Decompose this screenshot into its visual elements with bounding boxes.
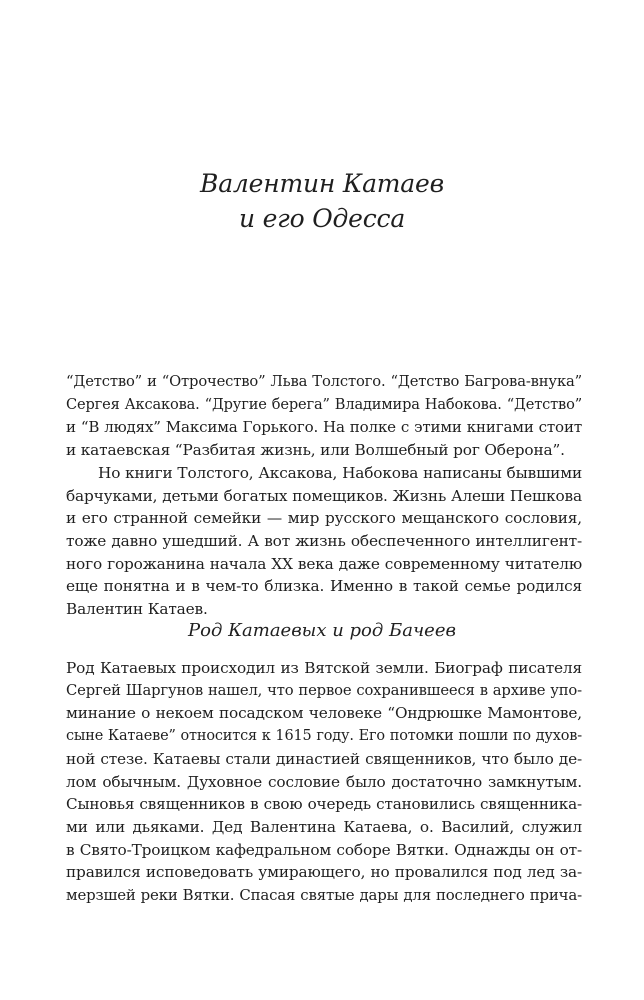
text-line: ного горожанина начала XX века даже современному читателю <box>66 554 582 573</box>
section-body-text <box>66 657 582 907</box>
text-line: Сергея Аксакова. “Другие берега” Владимира Набокова. “Детство” <box>66 395 582 413</box>
section-heading: Род Катаевых и род Бачеев <box>188 620 456 641</box>
text-line: правился исповедовать умирающего, но провалился под лед за- <box>66 863 582 882</box>
text-line: Но книги Толстого, Аксакова, Набокова написаны бывшими <box>98 463 582 482</box>
text-line: Сыновья священников в свою очередь становились священника- <box>66 795 582 814</box>
text-line: Сергей Шаргунов нашел, что первое сохранившееся в архиве упо- <box>66 681 582 699</box>
text-line: ми или дьяками. Дед Валентина Катаева, о. Василий, служил <box>66 817 582 836</box>
text-line: минание о некоем посадском человеке “Ондрюшке Мамонтове, <box>66 704 582 723</box>
text-line: и “В людях” Максима Горького. На полке с этими книгами стоит <box>66 418 582 437</box>
text-line: еще понятна и в чем-то близка. Именно в такой семье родился <box>66 577 582 596</box>
text-line: сыне Катаеве” относится к 1615 году. Его потомки пошли по духов- <box>66 728 582 745</box>
chapter-title <box>0 166 644 236</box>
chapter-title-line-2: и его Одесса <box>238 204 406 233</box>
text-line: барчуками, детьми богатых помещиков. Жизнь Алеши Пешкова <box>66 486 582 505</box>
intro-text <box>66 371 582 621</box>
text-line: мерзшей реки Вятки. Спасая святые дары для последнего прича- <box>66 886 582 905</box>
text-line: “Детство” и “Отрочество” Льва Толстого. “Детство Багрова-внука” <box>66 373 582 390</box>
text-line: Род Катаевых происходил из Вятской земли. Биограф писателя <box>66 659 582 677</box>
text-line: и катаевская “Разбитая жизнь, или Волшебный рог Оберона”. <box>66 441 565 460</box>
text-line: и его странной семейки — мир русского мещанского сословия, <box>66 509 582 528</box>
text-line: ной стезе. Катаевы стали династией священников, что было де- <box>66 749 582 768</box>
chapter-title-line-1: Валентин Катаев <box>200 169 444 198</box>
text-line: лом обычным. Духовное сословие было достаточно замкнутым. <box>66 772 582 791</box>
text-line: Валентин Катаев. <box>66 600 208 619</box>
text-line: в Свято-Троицком кафедральном соборе Вятки. Однажды он от- <box>66 840 582 859</box>
text-line: тоже давно ушедший. А вот жизнь обеспеченного интеллигент- <box>66 531 582 550</box>
